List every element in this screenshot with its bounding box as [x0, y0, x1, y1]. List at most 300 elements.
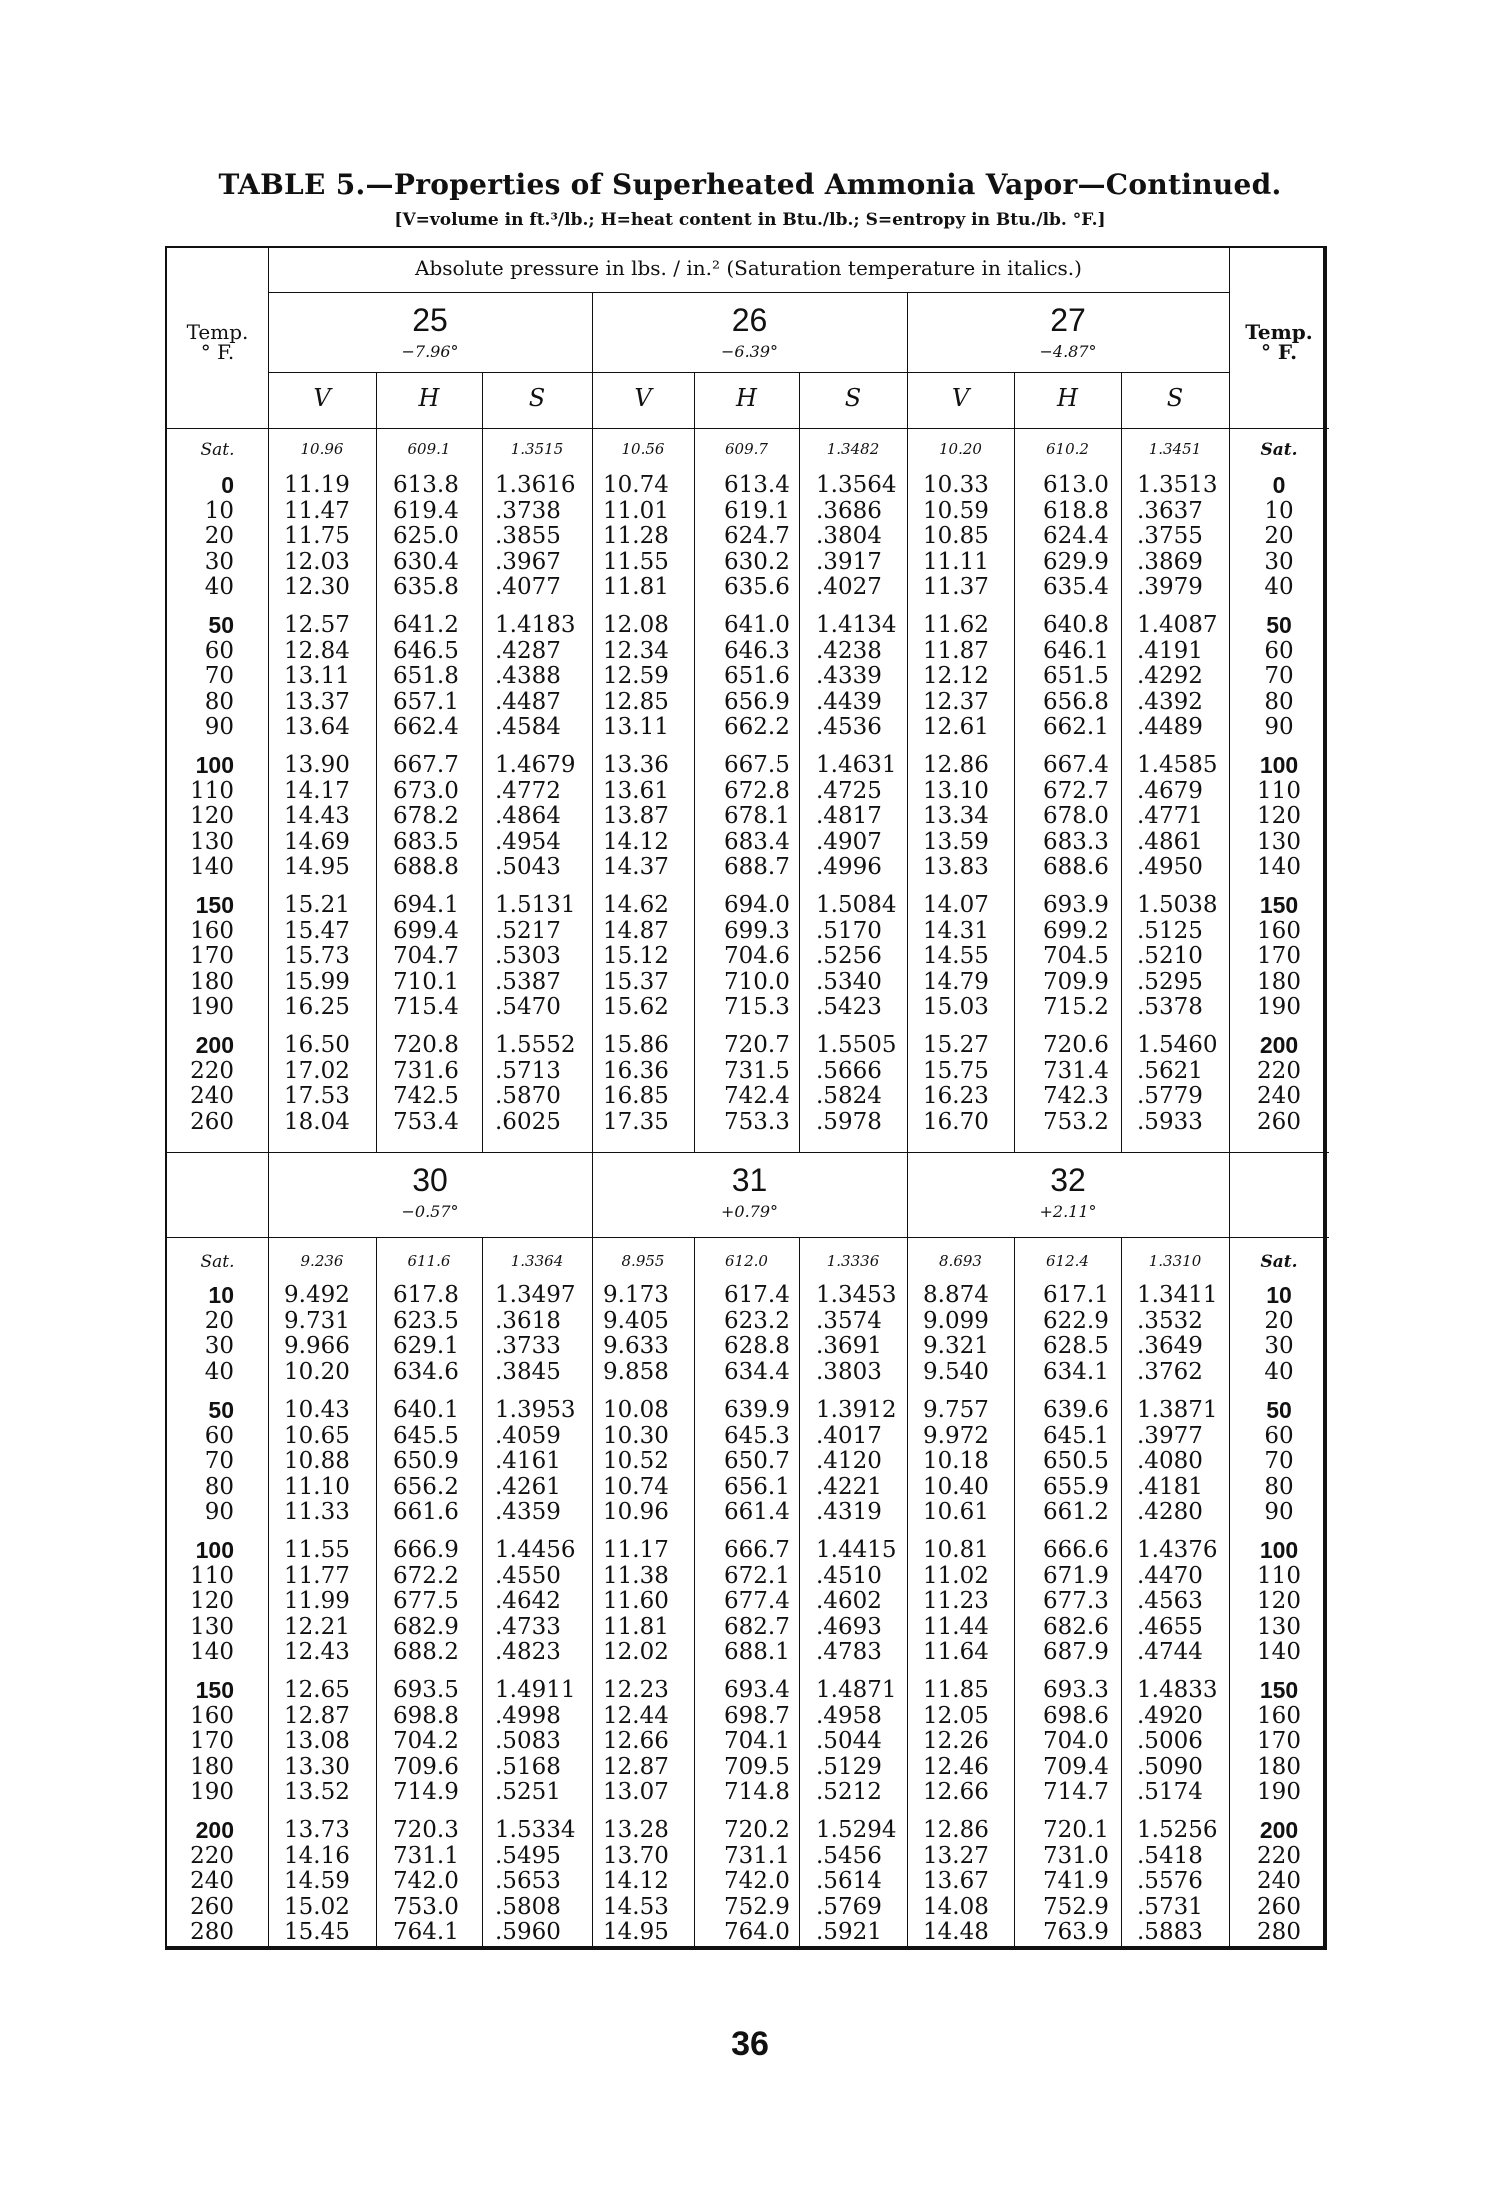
temperature-left: 170	[190, 1728, 234, 1755]
temperature-right: 90	[1264, 714, 1294, 741]
table-cell: 15.75	[923, 1057, 989, 1084]
temperature-left: 280	[190, 1919, 234, 1946]
table-cell: 10.43	[284, 1397, 350, 1423]
temperature-right: 260	[1257, 1108, 1301, 1135]
table-cell: 651.6	[724, 663, 790, 690]
table-cell: 720.6	[1043, 1032, 1109, 1058]
column-header-s: S	[528, 384, 546, 412]
table-cell: 630.2	[724, 548, 790, 575]
table-cell: 688.6	[1043, 854, 1109, 881]
table-cell: 699.3	[724, 917, 790, 944]
table-cell: .4292	[1137, 663, 1203, 690]
table-cell: 11.81	[603, 1613, 669, 1640]
table-cell: 698.7	[724, 1702, 790, 1729]
table-cell: .4510	[816, 1562, 882, 1589]
table-cell: .5470	[495, 994, 561, 1021]
table-cell: 613.8	[393, 472, 459, 498]
table-cell: 1.5294	[816, 1817, 897, 1843]
property-table	[165, 246, 1327, 1950]
table-cell: .5921	[816, 1919, 882, 1946]
table-cell: 650.5	[1043, 1448, 1109, 1475]
temperature-right: 30	[1264, 1333, 1294, 1360]
temperature-left: 170	[190, 943, 234, 970]
temperature-right: 70	[1264, 663, 1294, 690]
temperature-left: 80	[204, 1473, 234, 1500]
table-cell: 667.7	[393, 752, 459, 778]
table-cell: 677.5	[393, 1588, 459, 1615]
table-cell: 640.8	[1043, 612, 1109, 638]
table-cell: 11.44	[923, 1613, 989, 1640]
table-cell: 619.1	[724, 497, 790, 524]
table-cell: 11.81	[603, 574, 669, 601]
table-cell: 13.64	[284, 714, 350, 741]
table-cell: 11.02	[923, 1562, 989, 1589]
table-cell: 12.87	[603, 1753, 669, 1780]
table-cell: 17.02	[284, 1057, 350, 1084]
table-cell: 667.5	[724, 752, 790, 778]
table-cell: 704.1	[724, 1728, 790, 1755]
row-rule	[167, 1237, 1329, 1238]
pressure-value: 32	[1050, 1162, 1086, 1198]
temperature-left: 50	[208, 1397, 234, 1423]
temperature-left: 100	[195, 1537, 234, 1563]
table-cell: 10.33	[923, 472, 989, 498]
temperature-left: 160	[190, 1702, 234, 1729]
table-cell: 672.7	[1043, 777, 1109, 804]
table-cell: 646.3	[724, 637, 790, 664]
table-cell: .3967	[495, 548, 561, 575]
column-rule	[1121, 1237, 1122, 1950]
table-cell: .4783	[816, 1639, 882, 1666]
temperature-right: 200	[1259, 1032, 1299, 1058]
table-cell: 623.5	[393, 1307, 459, 1334]
table-cell: 12.30	[284, 574, 350, 601]
table-cell: 666.9	[393, 1537, 459, 1563]
column-rule	[694, 428, 695, 1152]
table-cell: .4287	[495, 637, 561, 664]
table-cell: 678.0	[1043, 803, 1109, 830]
table-cell: 11.64	[923, 1639, 989, 1666]
sat-value: 8.693	[939, 1252, 982, 1270]
table-cell: 764.0	[724, 1919, 790, 1946]
table-cell: 714.8	[724, 1779, 790, 1806]
temperature-right: 280	[1257, 1919, 1301, 1946]
table-cell: 14.79	[923, 968, 989, 995]
temperature-left: 110	[190, 1562, 234, 1589]
table-cell: .3649	[1137, 1333, 1203, 1360]
temperature-right: 260	[1257, 1893, 1301, 1920]
temperature-left: 10	[208, 1282, 234, 1308]
table-cell: .4261	[495, 1473, 561, 1500]
pressure-value: 31	[731, 1162, 768, 1198]
table-cell: .4388	[495, 663, 561, 690]
table-cell: 15.86	[603, 1032, 669, 1058]
table-cell: 12.08	[603, 612, 669, 638]
table-cell: .4823	[495, 1639, 561, 1666]
table-cell: 693.3	[1043, 1677, 1109, 1703]
temperature-left: 120	[190, 803, 234, 830]
table-cell: 10.30	[603, 1422, 669, 1449]
table-cell: 12.37	[923, 688, 989, 715]
table-cell: 651.5	[1043, 663, 1109, 690]
table-cell: 698.8	[393, 1702, 459, 1729]
temperature-left: 120	[190, 1588, 234, 1615]
sat-value: 609.7	[725, 440, 768, 458]
column-rule	[1014, 428, 1015, 1152]
table-cell: 635.4	[1043, 574, 1109, 601]
temperature-left: 60	[204, 637, 234, 664]
table-cell: 710.1	[393, 968, 459, 995]
table-cell: 13.87	[603, 803, 669, 830]
table-cell: 693.4	[724, 1677, 790, 1703]
table-cell: 650.7	[724, 1448, 790, 1475]
table-cell: 714.9	[393, 1779, 459, 1806]
table-cell: .5824	[816, 1083, 882, 1110]
temperature-left: 80	[204, 688, 234, 715]
temperature-right: 40	[1264, 574, 1294, 601]
table-cell: 10.85	[923, 523, 989, 550]
table-cell: .3686	[816, 497, 882, 524]
table-cell: 613.0	[1043, 472, 1109, 498]
table-cell: 640.1	[393, 1397, 459, 1423]
table-cell: 13.28	[603, 1817, 669, 1843]
table-cell: 617.1	[1043, 1282, 1109, 1308]
table-cell: .5731	[1137, 1893, 1203, 1920]
table-cell: .5295	[1137, 968, 1203, 995]
table-cell: 656.8	[1043, 688, 1109, 715]
column-header-s: S	[1166, 384, 1184, 412]
table-cell: 731.4	[1043, 1057, 1109, 1084]
table-cell: 11.99	[284, 1588, 350, 1615]
table-cell: .3917	[816, 548, 882, 575]
table-cell: 1.3953	[495, 1397, 576, 1423]
table-cell: 688.8	[393, 854, 459, 881]
table-cell: .5883	[1137, 1919, 1203, 1946]
table-cell: 683.5	[393, 828, 459, 855]
table-cell: 10.74	[603, 472, 669, 498]
table-cell: .4693	[816, 1613, 882, 1640]
table-cell: 641.0	[724, 612, 790, 638]
table-cell: .5083	[495, 1728, 561, 1755]
table-cell: .4238	[816, 637, 882, 664]
table-cell: .5978	[816, 1108, 882, 1135]
table-cell: 15.27	[923, 1032, 989, 1058]
table-cell: 11.38	[603, 1562, 669, 1589]
table-cell: 13.11	[284, 663, 350, 690]
table-cell: 731.0	[1043, 1842, 1109, 1869]
table-cell: .4120	[816, 1448, 882, 1475]
temp-header-right: Temp.	[1245, 320, 1313, 344]
temperature-left: 40	[204, 574, 234, 601]
temperature-left: 90	[204, 1499, 234, 1526]
row-rule	[167, 1152, 1329, 1153]
table-cell: 682.9	[393, 1613, 459, 1640]
table-cell: .3738	[495, 497, 561, 524]
sat-value: 1.3515	[510, 440, 564, 458]
sat-value: 611.6	[407, 1252, 451, 1270]
table-cell: 629.1	[393, 1333, 459, 1360]
table-cell: 688.1	[724, 1639, 790, 1666]
table-cell: .4489	[1137, 714, 1203, 741]
table-cell: 13.73	[284, 1817, 350, 1843]
table-cell: 12.05	[923, 1702, 989, 1729]
table-cell: 16.70	[923, 1108, 989, 1135]
table-cell: 9.757	[923, 1397, 989, 1423]
table-cell: 10.65	[284, 1422, 350, 1449]
table-cell: 14.69	[284, 828, 350, 855]
table-cell: 17.53	[284, 1083, 350, 1110]
table-cell: 617.8	[393, 1282, 459, 1308]
table-cell: 741.9	[1043, 1868, 1109, 1895]
temperature-right: 160	[1257, 1702, 1301, 1729]
table-cell: 11.33	[284, 1499, 350, 1526]
table-cell: 1.3453	[816, 1282, 897, 1308]
temperature-left: 150	[195, 1677, 234, 1703]
temperature-left: 180	[190, 968, 234, 995]
temperature-left: 20	[204, 523, 234, 550]
temperature-left: 260	[190, 1893, 234, 1920]
table-cell: .4439	[816, 688, 882, 715]
table-cell: .3691	[816, 1333, 882, 1360]
table-cell: 709.4	[1043, 1753, 1109, 1780]
table-cell: 14.95	[603, 1919, 669, 1946]
temperature-right: 180	[1257, 968, 1301, 995]
table-cell: 694.1	[393, 892, 459, 918]
table-cell: 1.4585	[1137, 752, 1218, 778]
table-cell: 1.4415	[816, 1537, 897, 1563]
table-cell: 12.66	[603, 1728, 669, 1755]
table-cell: 752.9	[1043, 1893, 1109, 1920]
sat-label-right: Sat.	[1260, 1252, 1298, 1272]
table-cell: 1.4911	[495, 1677, 576, 1703]
table-cell: 1.4456	[495, 1537, 576, 1563]
temperature-right: 140	[1257, 854, 1301, 881]
table-cell: 11.37	[923, 574, 989, 601]
temperature-right: 190	[1257, 994, 1301, 1021]
table-cell: .4950	[1137, 854, 1203, 881]
column-rule	[1229, 1237, 1230, 1950]
table-cell: .4027	[816, 574, 882, 601]
table-cell: 17.35	[603, 1108, 669, 1135]
table-cell: .5044	[816, 1728, 882, 1755]
table-cell: .4998	[495, 1702, 561, 1729]
sat-value: 612.0	[725, 1252, 768, 1270]
table-cell: 646.1	[1043, 637, 1109, 664]
table-cell: .3574	[816, 1307, 882, 1334]
column-rule	[1229, 1152, 1230, 1237]
table-cell: .5174	[1137, 1779, 1203, 1806]
table-cell: 639.9	[724, 1397, 790, 1423]
table-cell: .4954	[495, 828, 561, 855]
table-cell: 753.3	[724, 1108, 790, 1135]
table-cell: 1.5552	[495, 1032, 576, 1058]
table-cell: 9.173	[603, 1282, 669, 1308]
table-cell: 14.43	[284, 803, 350, 830]
table-cell: 634.4	[724, 1358, 790, 1385]
row-rule	[167, 428, 1329, 429]
sat-label-right: Sat.	[1260, 440, 1298, 460]
temperature-right: 220	[1257, 1842, 1301, 1869]
table-cell: 645.5	[393, 1422, 459, 1449]
table-cell: 14.12	[603, 1868, 669, 1895]
table-cell: 672.2	[393, 1562, 459, 1589]
saturation-temperature: −7.96°	[401, 342, 459, 361]
table-cell: 622.9	[1043, 1307, 1109, 1334]
temperature-left: 200	[195, 1817, 234, 1843]
table-cell: .5576	[1137, 1868, 1203, 1895]
table-cell: 1.3497	[495, 1282, 576, 1308]
table-cell: .5303	[495, 943, 561, 970]
table-cell: 1.3616	[495, 472, 576, 498]
table-cell: .4861	[1137, 828, 1203, 855]
column-header-h: H	[418, 384, 440, 412]
table-cell: 619.4	[393, 497, 459, 524]
table-cell: 1.5460	[1137, 1032, 1218, 1058]
temperature-right: 200	[1259, 1817, 1299, 1843]
table-cell: 731.1	[393, 1842, 459, 1869]
table-cell: .4744	[1137, 1639, 1203, 1666]
table-cell: 742.0	[724, 1868, 790, 1895]
table-cell: 655.9	[1043, 1473, 1109, 1500]
table-cell: .4221	[816, 1473, 882, 1500]
table-cell: .5256	[816, 943, 882, 970]
table-cell: 12.86	[923, 1817, 989, 1843]
table-cell: .5808	[495, 1893, 561, 1920]
table-cell: 742.4	[724, 1083, 790, 1110]
table-cell: 678.2	[393, 803, 459, 830]
temperature-right: 240	[1257, 1083, 1301, 1110]
table-cell: .4080	[1137, 1448, 1203, 1475]
temperature-right: 160	[1257, 917, 1301, 944]
table-cell: 13.67	[923, 1868, 989, 1895]
table-cell: 16.25	[284, 994, 350, 1021]
table-cell: .5769	[816, 1893, 882, 1920]
temperature-left: 40	[204, 1358, 234, 1385]
sat-value: 1.3451	[1148, 440, 1202, 458]
table-cell: 15.99	[284, 968, 350, 995]
temperature-right: 50	[1266, 612, 1292, 638]
table-cell: .4359	[495, 1499, 561, 1526]
table-cell: 12.43	[284, 1639, 350, 1666]
table-cell: 13.59	[923, 828, 989, 855]
temperature-right: 110	[1257, 1562, 1301, 1589]
temperature-right: 190	[1257, 1779, 1301, 1806]
sat-value: 1.3310	[1148, 1252, 1202, 1270]
table-cell: 688.2	[393, 1639, 459, 1666]
table-cell: 12.21	[284, 1613, 350, 1640]
table-cell: 14.48	[923, 1919, 989, 1946]
table-cell: 646.5	[393, 637, 459, 664]
table-cell: 13.11	[603, 714, 669, 741]
table-cell: 12.84	[284, 637, 350, 664]
table-cell: 645.1	[1043, 1422, 1109, 1449]
temperature-right: 170	[1257, 1728, 1301, 1755]
sat-value: 10.20	[939, 440, 982, 458]
table-cell: 656.9	[724, 688, 790, 715]
table-cell: .4077	[495, 574, 561, 601]
table-cell: 1.3513	[1137, 472, 1218, 498]
table-cell: 10.08	[603, 1397, 669, 1423]
table-cell: 672.8	[724, 777, 790, 804]
table-cell: 13.30	[284, 1753, 350, 1780]
table-cell: 662.2	[724, 714, 790, 741]
temperature-left: 70	[204, 663, 234, 690]
temperature-right: 10	[1264, 497, 1294, 524]
table-cell: .4191	[1137, 637, 1203, 664]
table-cell: .3869	[1137, 548, 1203, 575]
table-cell: 13.37	[284, 688, 350, 715]
table-cell: 11.55	[284, 1537, 350, 1563]
table-cell: .4958	[816, 1702, 882, 1729]
column-rule	[268, 428, 269, 1152]
table-cell: .5125	[1137, 917, 1203, 944]
table-cell: 11.75	[284, 523, 350, 550]
table-cell: .4772	[495, 777, 561, 804]
table-cell: 764.1	[393, 1919, 459, 1946]
table-cell: .4059	[495, 1422, 561, 1449]
table-cell: 628.5	[1043, 1333, 1109, 1360]
table-cell: 14.62	[603, 892, 669, 918]
sat-label-left: Sat.	[200, 1252, 235, 1272]
table-cell: 13.52	[284, 1779, 350, 1806]
table-cell: 710.0	[724, 968, 790, 995]
table-cell: 8.874	[923, 1282, 989, 1308]
column-header-v: V	[634, 384, 652, 412]
table-cell: 11.55	[603, 548, 669, 575]
table-cell: 742.0	[393, 1868, 459, 1895]
table-cell: 9.405	[603, 1307, 669, 1334]
pressure-value: 25	[412, 302, 448, 338]
table-cell: 16.50	[284, 1032, 350, 1058]
table-cell: 12.59	[603, 663, 669, 690]
table-cell: 1.5084	[816, 892, 897, 918]
table-cell: 1.5131	[495, 892, 576, 918]
table-cell: 661.4	[724, 1499, 790, 1526]
table-cell: .4392	[1137, 688, 1203, 715]
temperature-right: 110	[1257, 777, 1301, 804]
table-subtitle: [V=volume in ft.³/lb.; H=heat content in Btu./lb.; S=entropy in Btu./lb. °F.]	[394, 210, 1106, 230]
row-rule	[268, 372, 1229, 373]
table-cell: 634.1	[1043, 1358, 1109, 1385]
table-cell: .4771	[1137, 803, 1203, 830]
table-cell: .5340	[816, 968, 882, 995]
table-cell: 14.53	[603, 1893, 669, 1920]
table-cell: 657.1	[393, 688, 459, 715]
temperature-right: 150	[1259, 1677, 1299, 1703]
table-cell: 10.52	[603, 1448, 669, 1475]
table-cell: .5217	[495, 917, 561, 944]
table-cell: 15.45	[284, 1919, 350, 1946]
table-cell: 753.0	[393, 1893, 459, 1920]
table-cell: 13.36	[603, 752, 669, 778]
column-rule	[1014, 1237, 1015, 1950]
table-cell: 1.3871	[1137, 1397, 1218, 1423]
column-rule	[376, 428, 377, 1152]
table-cell: .3845	[495, 1358, 561, 1385]
temperature-left: 240	[190, 1083, 234, 1110]
table-cell: 11.47	[284, 497, 350, 524]
table-cell: .4655	[1137, 1613, 1203, 1640]
table-cell: .4017	[816, 1422, 882, 1449]
temperature-right: 70	[1264, 1448, 1294, 1475]
table-cell: 704.6	[724, 943, 790, 970]
table-cell: 9.321	[923, 1333, 989, 1360]
table-cell: 662.1	[1043, 714, 1109, 741]
table-cell: .4487	[495, 688, 561, 715]
table-cell: .4920	[1137, 1702, 1203, 1729]
table-cell: 673.0	[393, 777, 459, 804]
table-cell: .5779	[1137, 1083, 1203, 1110]
